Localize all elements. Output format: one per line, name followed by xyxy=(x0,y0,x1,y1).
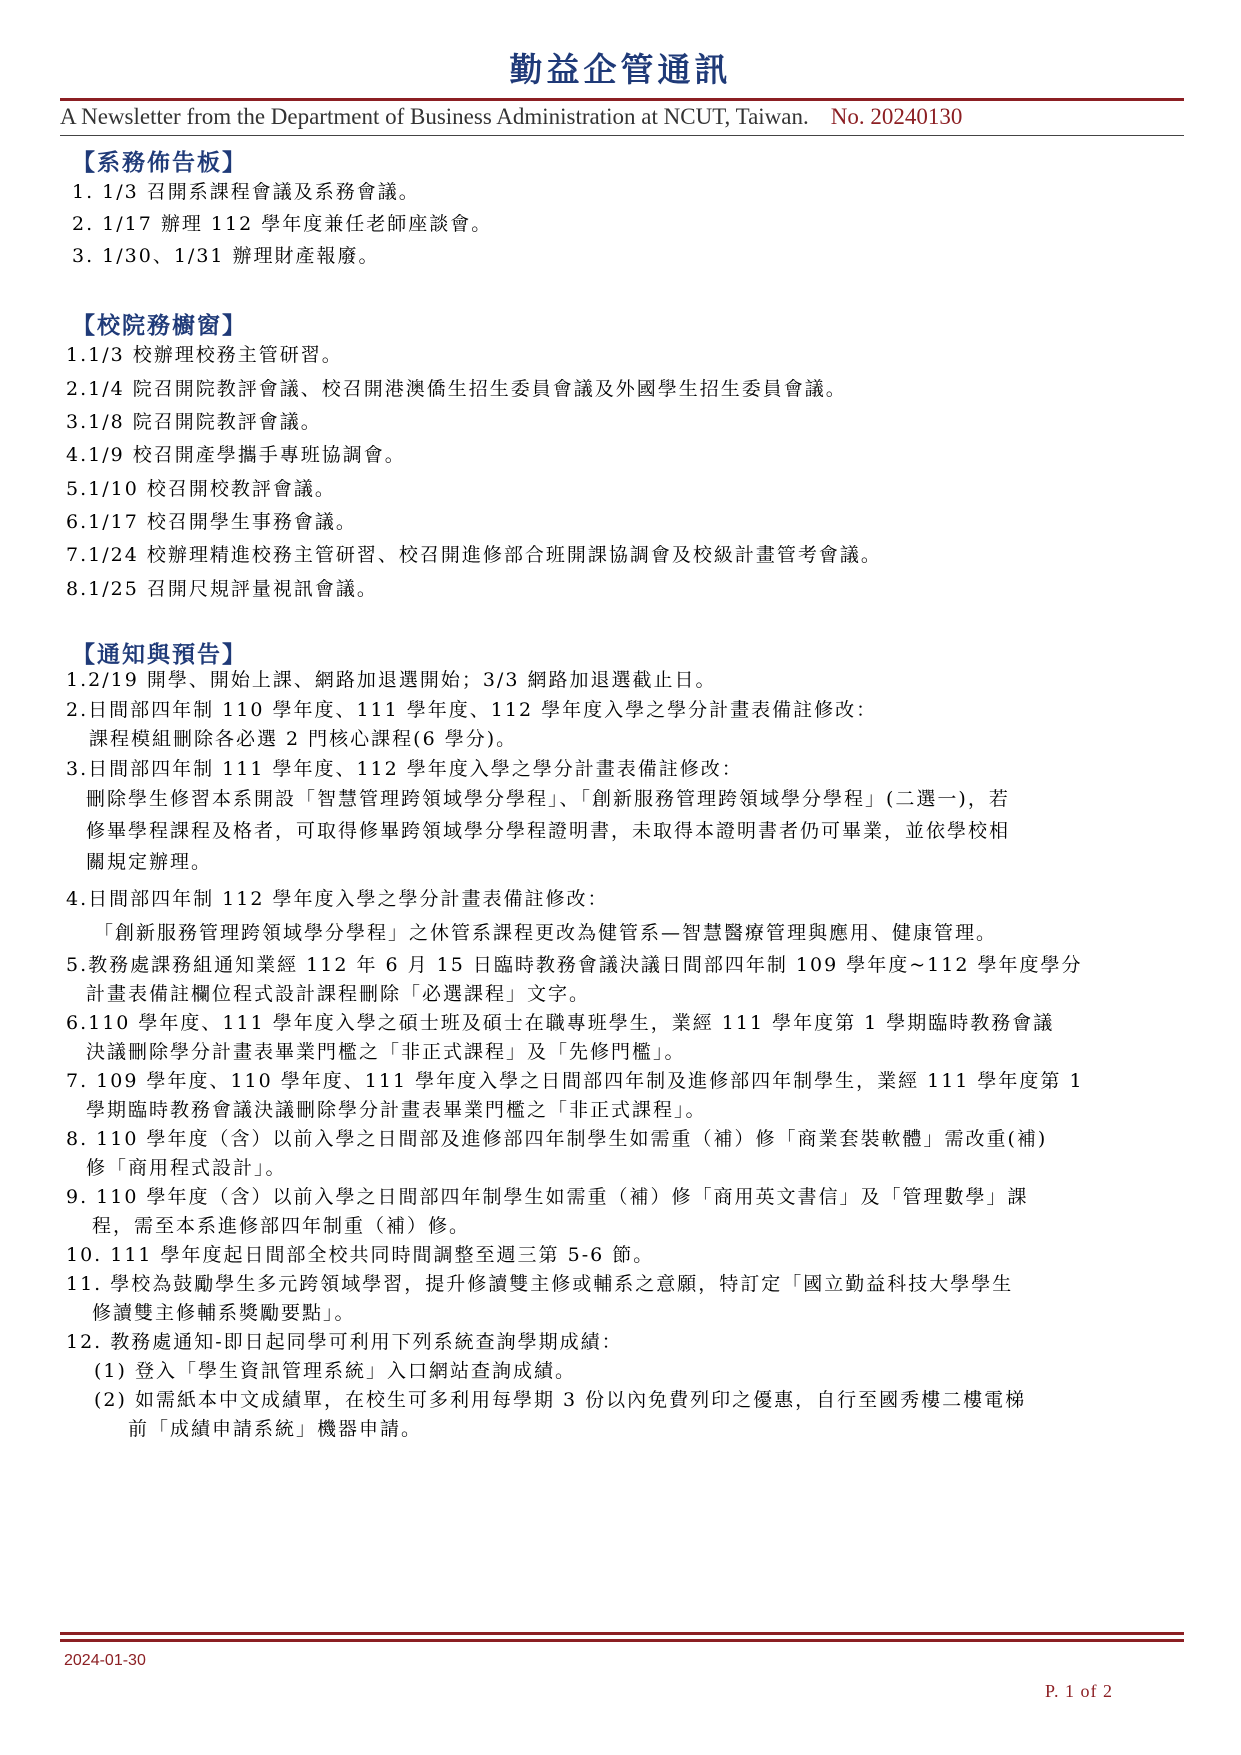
header-divider xyxy=(60,98,1184,101)
section-heading-dept-board: 【系務佈告板】 xyxy=(72,150,247,176)
newsletter-subtitle: A Newsletter from the Department of Business Administration at NCUT, Taiwan. xyxy=(60,104,809,129)
footer-divider xyxy=(60,1639,1184,1642)
issue-number: No. 20240130 xyxy=(830,104,963,129)
subtitle-divider xyxy=(60,135,1184,136)
newsletter-subtitle-bar xyxy=(60,104,1184,134)
section-heading-school-window: 【校院務櫥窗】 xyxy=(72,313,247,339)
footer-date: 2024-01-30 xyxy=(64,1652,146,1669)
section-heading-notices: 【通知與預告】 xyxy=(72,642,247,668)
page-number: P. 1 of 2 xyxy=(1045,1681,1114,1701)
footer-divider xyxy=(60,1632,1184,1635)
newsletter-title: 勤益企管通訊 xyxy=(509,50,732,89)
